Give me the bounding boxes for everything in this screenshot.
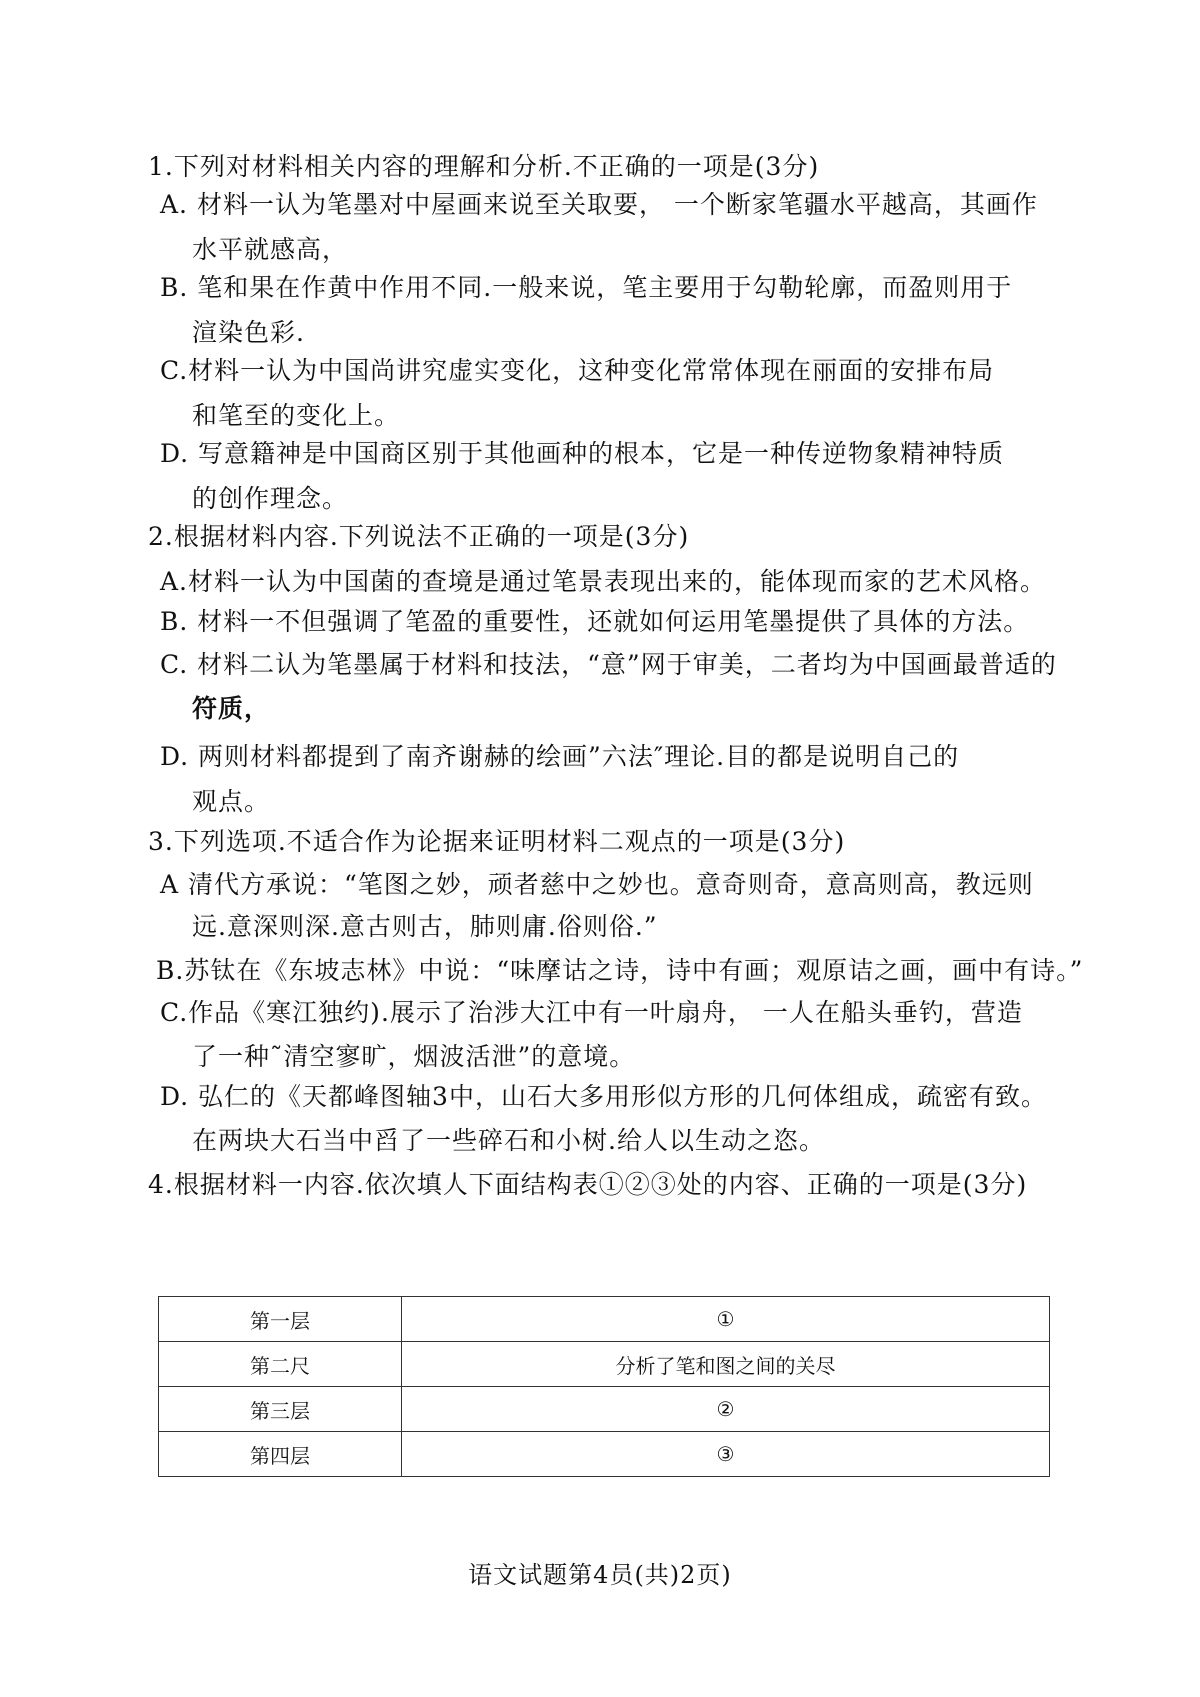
question-2-stem: 2.根据材料内容.下列说法不正确的一项是(3分) bbox=[148, 522, 690, 551]
table-cell-content: ③ bbox=[402, 1432, 1050, 1477]
question-1-option-d: D. 写意籍神是中国商区别于其他画种的根本，它是一种传逆物象精神特质 bbox=[160, 439, 1005, 468]
structure-table bbox=[158, 1296, 1050, 1477]
question-1-option-c: C.材料一认为中国尚讲究虚实变化，这种变化常常体现在丽面的安排布局 bbox=[160, 356, 995, 385]
question-2-option-d-cont: 观点。 bbox=[192, 787, 271, 816]
table-row bbox=[159, 1387, 1050, 1432]
question-3-option-a: A 清代方承说：“笔图之妙，顽者慈中之妙也。意奇则奇，意高则高，教远则 bbox=[160, 870, 1034, 899]
question-3-option-c-cont: 了一种˜清空寥旷，烟波活泄”的意境。 bbox=[192, 1042, 636, 1071]
question-2-option-c: C. 材料二认为笔墨属于材料和技法，“意”网于审美，二者均为中国画最普适的 bbox=[160, 650, 1057, 679]
table-cell-layer: 第四层 bbox=[159, 1432, 402, 1477]
question-1-option-d-cont: 的创作理念。 bbox=[192, 484, 349, 513]
question-1-option-c-cont: 和笔至的变化上。 bbox=[192, 401, 401, 430]
question-3-option-a-cont: 远.意深则深.意古则古，肺则庸.俗则俗.” bbox=[192, 912, 658, 941]
question-1-option-a-cont: 水平就感高， bbox=[192, 235, 349, 264]
question-4-stem: 4.根据材料一内容.依次填人下面结构表①②③处的内容、正确的一项是(3分) bbox=[148, 1170, 1028, 1199]
table-cell-layer: 第一层 bbox=[159, 1297, 402, 1342]
question-3-option-d-cont: 在两块大石当中舀了一些碎石和小树.给人以生动之恣。 bbox=[192, 1126, 825, 1155]
table-cell-layer: 第二尺 bbox=[159, 1342, 402, 1387]
question-3-option-d: D. 弘仁的《天都峰图轴3中，山石大多用形似方形的几何体组成，疏密有致。 bbox=[160, 1082, 1047, 1111]
question-1-option-a: A. 材料一认为笔墨对中屋画来说至关取要， 一个断家笔疆水平越高，其画作 bbox=[160, 190, 1038, 219]
question-2-option-a: A.材料一认为中国菌的查境是通过笔景表现出来的，能体现而家的艺术风格。 bbox=[160, 567, 1047, 596]
table-cell-content: ① bbox=[402, 1297, 1050, 1342]
table-cell-content: ② bbox=[402, 1387, 1050, 1432]
page-footer: 语文试题第4员(共)2页) bbox=[468, 1561, 732, 1589]
table-cell-content: 分析了笔和图之间的关尽 bbox=[402, 1342, 1050, 1387]
question-1-option-b-cont: 渲染色彩. bbox=[192, 318, 305, 347]
question-3-stem: 3.下列选项.不适合作为论据来证明材料二观点的一项是(3分) bbox=[148, 827, 846, 856]
table-row bbox=[159, 1432, 1050, 1477]
table-row bbox=[159, 1342, 1050, 1387]
question-2-option-b: B. 材料一不但强调了笔盈的重要性，还就如何运用笔墨提供了具体的方法。 bbox=[160, 607, 1030, 636]
table-cell-layer: 第三层 bbox=[159, 1387, 402, 1432]
question-2-option-d: D. 两则材料都提到了南齐谢赫的绘画”六法″理论.目的都是说明自己的 bbox=[160, 742, 960, 771]
question-3-option-c: C.作品《寒江独约).展示了治涉大江中有一叶扇舟， 一人在船头垂钓，营造 bbox=[160, 998, 1023, 1027]
table-row bbox=[159, 1297, 1050, 1342]
question-2-option-c-cont: 符质， bbox=[192, 694, 271, 723]
question-3-option-b: B.苏钛在《东坡志林》中说：“味摩诂之诗，诗中有画；观原诘之画，画中有诗。” bbox=[156, 956, 1084, 985]
question-1-option-b: B. 笔和果在作黄中作用不同.一般来说，笔主要用于勾勒轮廓，而盈则用于 bbox=[160, 273, 1013, 302]
question-1-stem: 1.下列对材料相关内容的理解和分析.不正确的一项是(3分) bbox=[148, 152, 820, 181]
